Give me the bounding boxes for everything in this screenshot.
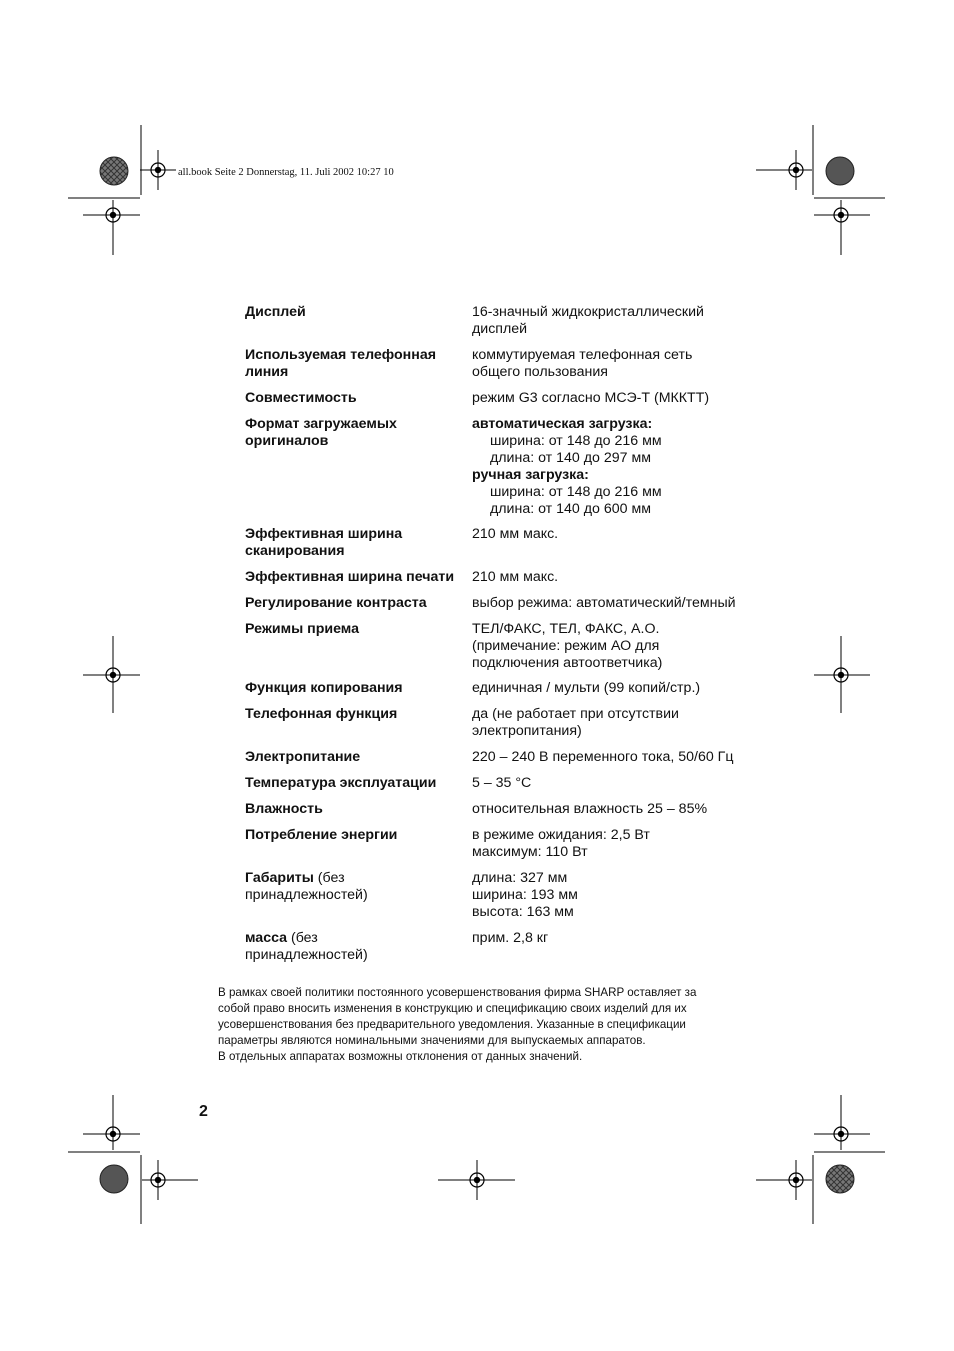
spec-row-print-width <box>245 569 775 586</box>
spec-row-contrast <box>245 595 775 612</box>
spec-label: масса (без принадлежностей) <box>245 930 368 963</box>
spec-value: единичная / мульти (99 копий/стр.) <box>472 680 701 696</box>
spec-value: 5 – 35 °C <box>472 775 532 791</box>
spec-label: Регулирование контраста <box>245 595 427 611</box>
color-target-bottom-right <box>826 1165 854 1193</box>
spec-label: Используемая телефонная линия <box>245 347 436 380</box>
registration-mark-middle-right <box>814 636 870 713</box>
color-target-bottom-left <box>100 1165 128 1193</box>
spec-row-power <box>245 749 775 766</box>
spec-row-receive-modes <box>245 621 775 672</box>
spec-label: Температура эксплуатации <box>245 775 437 791</box>
registration-mark-top-right-1 <box>756 150 812 190</box>
registration-mark-bottom-right-1 <box>814 1095 870 1150</box>
color-target-top-left <box>100 157 128 185</box>
spec-label: Режимы приема <box>245 621 360 637</box>
page-number: 2 <box>199 1103 208 1120</box>
spec-label: Эффективная ширина сканирования <box>245 526 403 559</box>
spec-value: длина: 327 мм ширина: 193 мм высота: 163 мм <box>472 870 578 920</box>
registration-mark-bottom-right-2 <box>756 1160 812 1200</box>
spec-label: Формат загружаемых оригиналов <box>245 416 397 449</box>
spec-row-copy <box>245 680 775 697</box>
spec-row-compatibility <box>245 390 775 407</box>
spec-value: ТЕЛ/ФАКС, ТЕЛ, ФАКС, А.О. (примечание: режим АО для подключения автоответчика) <box>472 621 663 671</box>
spec-row-consumption <box>245 827 775 861</box>
spec-label: Совместимость <box>245 390 357 406</box>
spec-row-line <box>245 347 775 381</box>
disclaimer-note: В рамках своей политики постоянного усовершенствования фирма SHARP оставляет за собой право вносить изменения в конструкцию и спецификацию своих изделий для их усовершенствования без предварительного уведомления. Указанные в спецификации параметры являются номинальными значениями для выпускаемых аппаратов. В отдельных аппаратах возможны отклонения от данных значений. <box>218 986 697 1063</box>
spec-row-temperature <box>245 775 775 792</box>
spec-label: Функция копирования <box>245 680 403 696</box>
spec-label: Дисплей <box>245 304 306 320</box>
spec-value: 220 – 240 В переменного тока, 50/60 Гц <box>472 749 734 765</box>
spec-row-humidity <box>245 801 775 818</box>
spec-row-display <box>245 304 775 338</box>
spec-value: режим G3 согласно МСЭ-Т (МККТТ) <box>472 390 710 406</box>
registration-mark-bottom-left-2 <box>142 1160 198 1200</box>
color-target-top-right <box>826 157 854 185</box>
spec-row-phone <box>245 706 775 740</box>
spec-row-original-format <box>245 416 775 518</box>
registration-mark-bottom-center <box>438 1160 515 1200</box>
registration-mark-bottom-left-1 <box>83 1095 140 1150</box>
specifications-table <box>245 304 775 964</box>
registration-mark-top-right-2 <box>814 200 870 255</box>
spec-value: относительная влажность 25 – 85% <box>472 801 708 817</box>
registration-mark-top-left-1 <box>140 150 176 190</box>
spec-row-mass <box>245 930 775 964</box>
spec-row-dimensions <box>245 870 775 921</box>
spec-value: 210 мм макс. <box>472 526 559 542</box>
registration-mark-middle-left <box>83 636 140 713</box>
spec-label: Габариты (без принадлежностей) <box>245 870 368 903</box>
spec-label: Телефонная функция <box>245 706 398 722</box>
spec-value: коммутируемая телефонная сеть общего пользования <box>472 347 693 380</box>
spec-label: Эффективная ширина печати <box>245 569 455 585</box>
spec-value: 210 мм макс. <box>472 569 559 585</box>
spec-label: Потребление энергии <box>245 827 398 843</box>
spec-value: выбор режима: автоматический/темный <box>472 595 736 611</box>
spec-value: 16-значный жидкокристаллический дисплей <box>472 304 704 337</box>
spec-row-scan-width <box>245 526 775 560</box>
spec-label: Электропитание <box>245 749 361 765</box>
registration-mark-top-left-2 <box>83 200 140 255</box>
spec-value: да (не работает при отсутствии электропитания) <box>472 706 679 739</box>
spec-label: Влажность <box>245 801 323 817</box>
spec-value: в режиме ожидания: 2,5 Вт максимум: 110 Вт <box>472 827 650 860</box>
print-slug: all.book Seite 2 Donnerstag, 11. Juli 2002 10:27 10 <box>178 167 394 178</box>
spec-value: автоматическая загрузка: ширина: от 148 до 216 мм длина: от 140 до 297 мм ручная загрузка: ширина: от 148 до 216 мм длина: от 140 до 600 мм <box>472 416 662 517</box>
spec-value: прим. 2,8 кг <box>472 930 549 946</box>
